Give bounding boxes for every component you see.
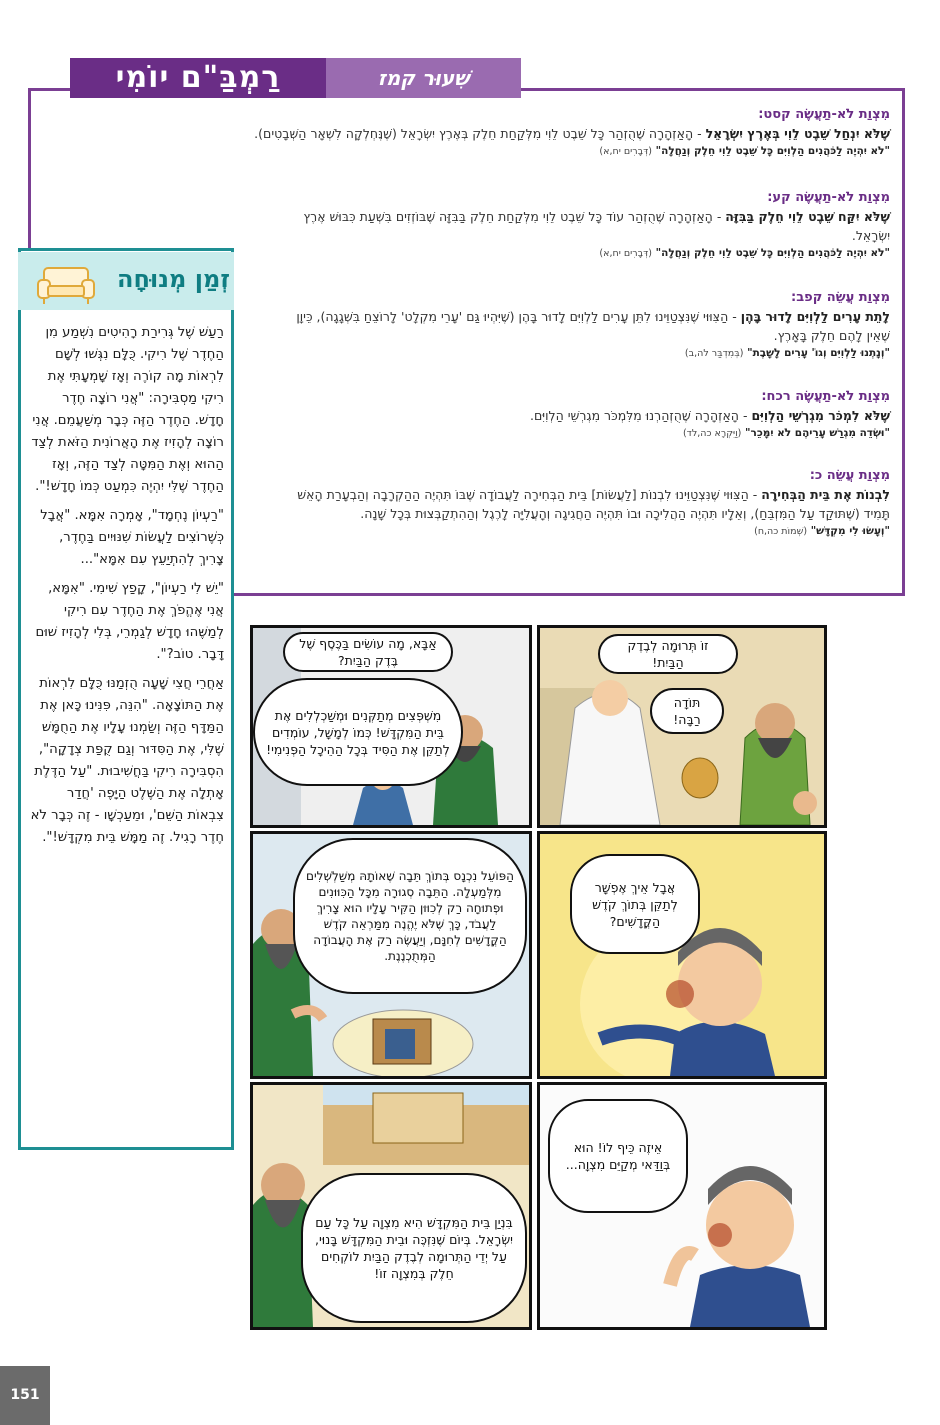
mitzva-source: "לֹא יִהְיֶה לַכֹּהֲנִים הַלְוִיִּם כָּל שֵׁבֶט לֵוִי חֵלֶק וְנַחֲלָה" (דְּבָרִים יח,א)	[599, 247, 890, 259]
mitzva-item-4	[280, 388, 890, 442]
speech-bubble: הַפּוֹעֵל נִכְנָס בְּתוֹךְ תֵּבָה שֶׁאוֹתָהּ מְשַׁלְשְׁלִים מִלְּמַעְלָה. הַתֵּבָה סְגוּרָה מִכָּל הַכִּוּוּנִים וּפְתוּחָה רַק לְכִוּוּן הַקִּיר עָלָיו הוּא צָרִיךְ לַעֲבֹד, כָּךְ שֶׁלֹּא יֶהֱנֶה מִמַּרְאֵה קֹדֶשׁ הַקֳּדָשִׁים לְחִנָּם, וְיַעֲשֶׂה רַק אֶת הָעֲבוֹדָה הַמְּתֻכְנֶנֶת.	[293, 838, 527, 994]
speech-bubble: אֵיזֶה כֵּיף לוֹ! הוּא בְּוַדַּאי מְקַיֵּם מִצְוָה...	[548, 1099, 688, 1213]
comic-panel-2	[250, 625, 532, 828]
mitzva-source: "לֹא יִהְיֶה לַכֹּהֲנִים הַלְוִיִּם כָּל שֵׁבֶט לֵוִי חֵלֶק וְנַחֲלָה" (דְּבָרִים יח,א)	[599, 145, 890, 157]
story-paragraph: רַעַשׁ שֶׁל גְּרִירַת רָהִיטִים נִשְׁמַע מִן הַחֶדֶר שֶׁל רִיקִי. כֻּלָּם נִגְּשׁוּ לְשָׁם לִרְאוֹת מָה קוֹרֶה וְאָז שָׁמְעָתִּי אֶת רִיקִי מַסְבִּירָה: "אֲנִי רוֹצָה חֶדֶר חָדָשׁ. הַחֶדֶר הַזֶּה כְּבָר מְשַׁעֲמֵם. אֲנִי רוֹצָה לְהָזִיז אֶת הָאֲרוֹנִית הַזֹּאת לְצַד הַהוּא וְאֶת הַמִּטָּה לְצַד הַזֶּה, וְאָז הַחֶדֶר שֶׁלִּי יִהְיֶה כִּמְעַט כְּמוֹ חָדָשׁ!".	[31, 325, 224, 494]
mitzva-body: שֶׁלֹּא יִקַּח שֵׁבֶט לֵוִי חֵלֶק בַּבִּזָּה - הָאַזְהָרָה שֶׁהֻזְהַר עוֹד כָּל שֵׁבֶט לֵוִי מִלְּקַחַת חֵלֶק בַּבִּזָּה שֶׁבּוֹזְזִים בִּשְׁעַת כִּבּוּשׁ אֶרֶץ יִשְׂרָאֵל.	[303, 209, 890, 243]
sofa-icon	[36, 262, 96, 306]
speech-bubble: תּוֹדָה רַבָּה!	[650, 688, 724, 734]
page-number: 151	[0, 1366, 50, 1425]
mitzva-title: מִצְוַת לֹא-תַעֲשֶׂה קע:	[767, 190, 890, 205]
comic-panel-4	[250, 831, 532, 1079]
speech-bubble: זוֹ תְּרוּמָה לְבֶדֶק הַבַּיִת!	[598, 634, 738, 674]
story-paragraph: "רַעְיוֹן נֶחְמָד", אָמְרָה אִמָּא. "אֲבָל כְּשֶׁרוֹצִים לַעֲשׂוֹת שִׁנּוּיִים בַּחֶדֶר, צָרִיךְ לְהִתְיַעֵץ עִם אִמָּא"...	[40, 508, 224, 567]
mitzva-title: מִצְוַת לֹא-תַעֲשֶׂה קסט:	[758, 107, 890, 122]
mitzva-title: מִצְוַת לֹא-תַעֲשֶׂה רכח:	[761, 389, 890, 404]
thought-bubble: אַבָּא, מָה עוֹשִׂים בַּכֶּסֶף שֶׁל בֶּדֶק הַבַּיִת?	[283, 632, 453, 672]
rest-time-title: זְמַן מְנוּחָה	[116, 265, 230, 293]
mitzva-source: "וְנָתְנוּ לַלְוִיִּם וְגוֹ' עָרִים לָשָׁבֶת" (בְּמִדְבַּר לה,ב)	[684, 347, 890, 359]
mitzva-body: לִבְנוֹת אֶת בֵּית הַבְּחִירָה - הַצִּוּוּי שֶׁנִּצְטַוֵּינוּ לִבְנוֹת [לַעֲשׂוֹת] בֵּית הַבְּחִירָה לַעֲבוֹדָה שֶׁבּוֹ תִּהְיֶה הַהַקְרָבָה וְהַבְעָרַת הָאֵשׁ תָּמִיד (שֶׁתּוּקַד עַל הַמִּזְבֵּחַ), וְאֵלָיו תִּהְיֶה הַהֲלִיכָה וּבוֹ תִּהְיֶה הַחֲגִיגָה וְהָעֲלִיָּה לָרֶגֶל וְהַהִתְקַבְּצוּת בְּכָל שָׁנָה.	[297, 487, 890, 521]
comic-panel-3	[537, 831, 827, 1079]
mitzva-source: "וּשְׂדֵה מִגְרַשׁ עָרֵיהֶם לֹא יִמָּכֵר" (וַיִּקְרָא כה,לד)	[682, 427, 890, 439]
mitzva-body: שֶׁלֹּא יִנְחַל שֵׁבֶט לֵוִי בְּאֶרֶץ יִשְׂרָאֵל - הָאַזְהָרָה שֶׁהֻזְהַר כָּל שֵׁבֶט לֵוִי מִלְּקַחַת חֵלֶק בְּאֶרֶץ יִשְׂרָאֵל (שֶׁנֶּחְלְקָה לִשְׁאָר הַשְּׁבָטִים).	[254, 126, 890, 141]
story-paragraph: "יֵשׁ לִי רַעְיוֹן", קָפַץ שִׁימִי. "אִמָּא, אֲנִי אֶהֱפֹךְ אֶת הַחֶדֶר עִם רִיקִי לְמַשֶּׁהוּ חָדָשׁ לְגַמְרֵי, בְּלִי לְהָזִיז שׁוּם דָּבָר. טוֹב?".	[35, 581, 224, 662]
mitzva-body: שֶׁלֹּא לִמְכֹּר מִגְרְשֵׁי הַלְוִיִּם - הָאַזְהָרָה שֶׁהֻזְהַרְנוּ מִלִּמְכֹּר מִגְרְשֵׁי הַלְוִיִּם.	[530, 408, 890, 423]
mitzva-item-3	[280, 289, 890, 362]
thought-bubble: בִּנְיַן בֵּית הַמִּקְדָּשׁ הִיא מִצְוָה עַל כָּל עַם יִשְׂרָאֵל. בְּיוֹם שֶׁנִּזְכֶּה וּבֵית הַמִּקְדָּשׁ בָּנוּי, עַל יְדֵי הַתְּרוּמָה לְבֶדֶק הַבַּיִת לוֹקְחִים חֵלֶק בְּמִצְוָה זוֹ!	[301, 1173, 527, 1323]
lesson-number: שִׁעוּר קמז	[326, 58, 521, 98]
comic-panel-1	[537, 625, 827, 828]
comic-panel-6	[250, 1082, 532, 1330]
rest-story	[30, 322, 224, 856]
speech-bubble: אֲבָל אֵיךְ אֶפְשָׁר לְתַקֵּן בְּתוֹךְ קֹדֶשׁ הַקֳּדָשִׁים?	[570, 854, 700, 954]
mitzva-body: לָתֵת עָרִים לַלְוִיִּם לָדוּר בָּהֶן - הַצִּוּוּי שֶׁנִּצְטַוֵּינוּ לִתֵּן עָרִים לַלְוִיִּם לָדוּר בָּהֶן (שֶׁיִּהְיוּ גַּם 'עָרֵי מִקְלָט' לָרוֹצֵחַ בִּשְׁגָגָה), כֵּיוָן שֶׁאֵין לָהֶם חֵלֶק בָּאָרֶץ.	[296, 309, 890, 343]
page-title: רַמְבַּ"ם יוֹמִי	[70, 58, 326, 98]
mitzva-source: "וְעָשׂוּ לִי מִקְדָּשׁ" (שְׁמוֹת כה,ח)	[754, 525, 890, 537]
story-paragraph: אַחֲרֵי חֲצִי שָׁעָה הֻזְמַנּוּ כֻּלָּם לִרְאוֹת אֶת הַתּוֹצָאָה. "הִנֵּה, פִּנִּינוּ כָּאן אֶת הַמַּדָּף הַזֶּה וְשַׂמְנוּ עָלָיו אֶת הַחֻמָּשׁ שֶׁלִּי, אֶת הַסִּדּוּר וְגַם קֻפַּת צְדָקָה", הִסְבִּירָה רִיקִי בַּחֲשִׁיבוּת. "עַל הַדֶּלֶת אָתְלָה אֶת הַשֶּׁלֶט הַיָּפֶה 'חֲדַר צִבְאוֹת הַשֵּׁם', וּמֵעַכְשָׁו - זֶה כְּבָר לֹא חֶדֶר רָגִיל. זֶה מַמָּשׁ בֵּית מִקְדָּשׁ!".	[30, 676, 224, 845]
mitzva-title: מִצְוַת עֲשֵׂה כ:	[809, 468, 890, 483]
mitzva-item-1	[40, 106, 890, 160]
mitzva-title: מִצְוַת עֲשֵׂה קפב:	[791, 290, 890, 305]
comic-panel-5	[537, 1082, 827, 1330]
mitzva-item-2	[280, 189, 890, 262]
mitzva-item-5	[280, 467, 890, 540]
thought-bubble: מִשְׁפְּצִים מְתַקְּנִים וּמְשַׁכְלְלִים אֶת בֵּית הַמִּקְדָּשׁ! כְּמוֹ לְמָשָׁל, עוֹמְדִים לְתַקֵּן אֶת הַסִּיד בְּכָל הַהֵיכָל הַפְּנִימִי!	[253, 678, 463, 786]
